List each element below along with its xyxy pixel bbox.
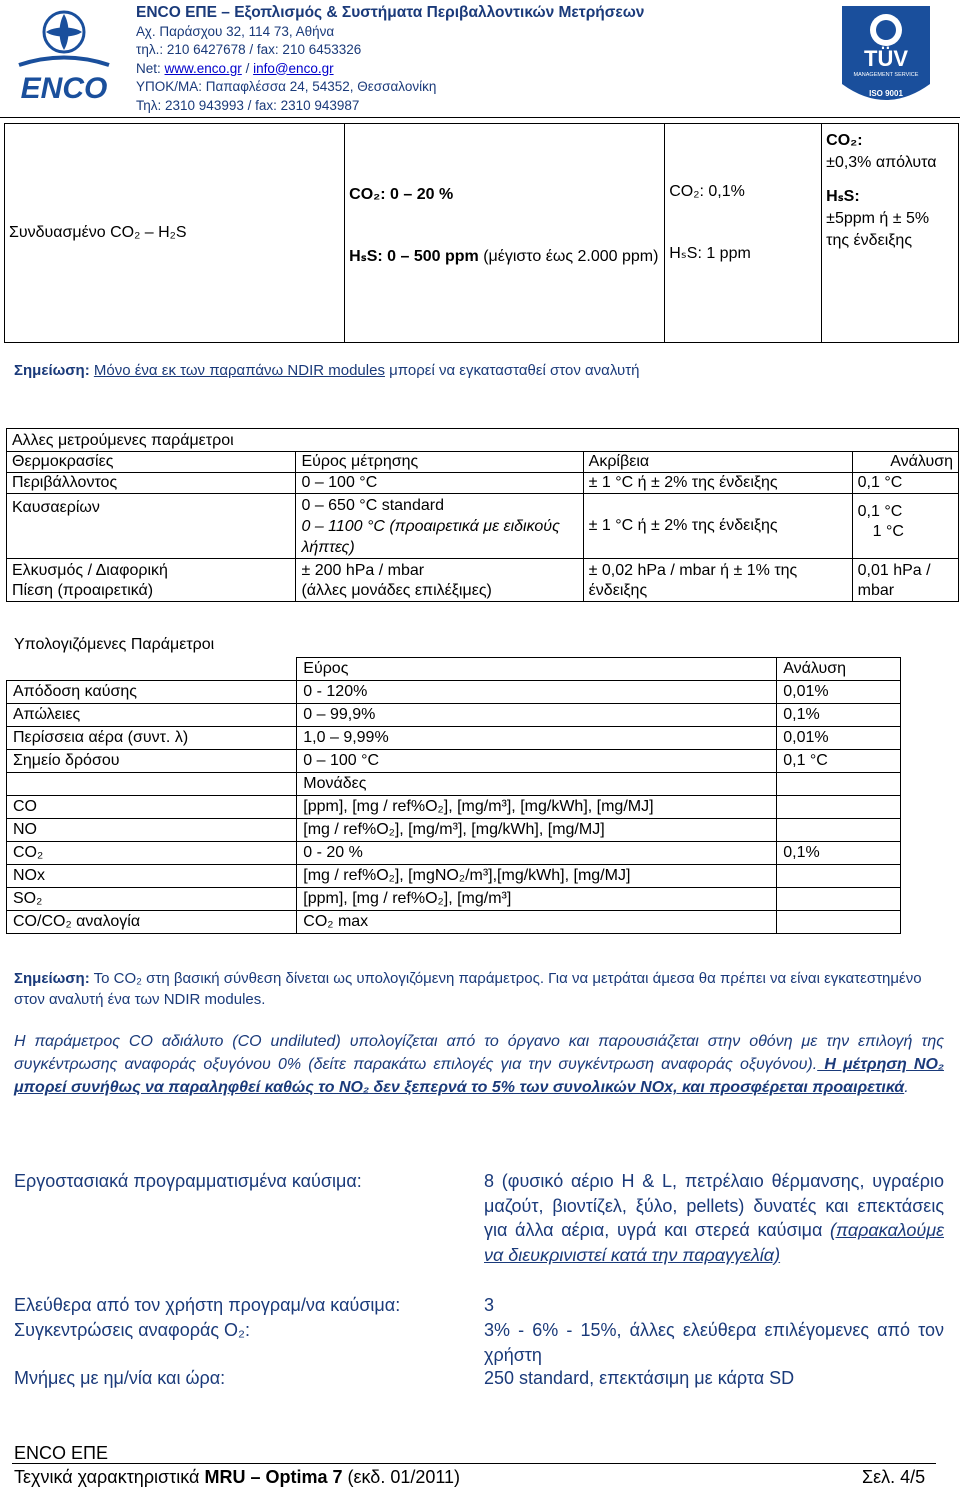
col-header-range: Εύρος μέτρησης: [296, 452, 583, 473]
branch-address: ΥΠΟΚ/ΜΑ: Παπαφλέσσα 24, 54352, Θεσσαλονίκη: [136, 79, 437, 94]
row-name: Περιβάλλοντος: [7, 473, 296, 494]
tuv-iso: ISO 9001: [869, 89, 903, 98]
row-resolution: 0,1 °C: [852, 473, 958, 494]
no2-note: Η μέτρηση NO₂ μπορεί συνήθως να παραληφθεί καθώς το NO₂ δεν ξεπερνά το 5% των συνολικών NOx, και προσφέρεται προαιρετικά: [14, 1056, 945, 1096]
table-row: NOx [mg / ref%O₂], [mgNO₂/m³],[mg/kWh], [mg/MJ]: [7, 865, 901, 888]
table-row: CO₂ 0 - 20 % 0,1%: [7, 842, 901, 865]
row-resolution: 0,1 °C 1 °C: [852, 494, 958, 559]
table-row: SO₂ [ppm], [mg / ref%O₂], [mg/m³]: [7, 888, 901, 911]
row-range: ± 200 hPa / mbar (άλλες μονάδες επιλέξιμες): [296, 559, 583, 602]
table-row: [5, 124, 959, 343]
row-name: Καυσαερίων: [7, 494, 296, 559]
row-resolution: 0,01 hPa / mbar: [852, 559, 958, 602]
tuv-sub: MANAGEMENT SERVICE: [853, 72, 919, 78]
calculated-params-table: [6, 657, 901, 934]
table-row: [7, 559, 959, 602]
acc-h2s-label: HₛS:: [826, 188, 860, 205]
table-header-row: [7, 773, 901, 796]
table-row: [7, 429, 959, 452]
res-co2: CO₂: 0,1%: [669, 183, 745, 200]
table-header-row: [7, 452, 959, 473]
co-undiluted-paragraph: Η παράμετρος CO αδιάλυτο (CO undiluted) υπολογίζεται από το όργανο και παρουσιάζεται στην οθόνη με την επιλογή της συγκέντρωσης αναφοράς οξυγόνου 0% (δείτε παρακάτω επιλογές για την συγκέντρωση αναφοράς οξυγόνου). Η μέτρηση NO₂ μπορεί συνήθως να παραληφθεί καθώς το NO₂ δεν ξεπερνά το 5% των συνολικών NOx, και προσφέρεται προαιρετικά.: [14, 1033, 945, 1096]
ndir-note: Σημείωση: Μόνο ένα εκ των παραπάνω NDIR modules μπορεί να εγκατασταθεί στον αναλυτή: [14, 362, 640, 379]
row-range: 0 – 650 °C standard 0 – 1100 °C (προαιρετικά με ειδικούς λήπτες): [296, 494, 583, 559]
table-row: NO [mg / ref%O₂], [mg/m³], [mg/kWh], [mg/MJ]: [7, 819, 901, 842]
row-accuracy: ± 1 °C ή ± 2% της ένδειξης: [583, 494, 852, 559]
free-fuels-value: 3: [484, 1295, 495, 1315]
memory-value: 250 standard, επεκτάσιμη με κάρτα SD: [484, 1368, 795, 1388]
tuv-certification-logo: [836, 4, 936, 112]
email-link[interactable]: info@enco.gr: [253, 60, 334, 76]
calc-title: Υπολογιζόμενες Παράμετροι: [14, 636, 215, 653]
empty-cell: [7, 658, 297, 681]
acc-h2s-value: ±5ppm ή ± 5% της ένδειξης: [826, 210, 930, 249]
sensor-label: Συνδυασμένο CO₂ – H₂S: [5, 124, 345, 343]
table-row: [7, 473, 959, 494]
sensor-resolution: [665, 124, 822, 343]
free-fuels-label: Ελεύθερα από τον χρήστη προγραμ/να καύσιμα:: [14, 1295, 401, 1315]
row-accuracy: ± 1 °C ή ± 2% της ένδειξης: [583, 473, 852, 494]
table-row: [7, 494, 959, 559]
ndir-note-emphasis: Μόνο ένα εκ των παραπάνω NDIR modules: [93, 362, 385, 379]
sensor-range: [345, 124, 665, 343]
table-row: Απώλειες 0 – 99,9% 0,1%: [7, 704, 901, 727]
enco-logo: [14, 10, 114, 108]
header-divider: [0, 117, 960, 118]
table-row: Περίσσεια αέρα (συντ. λ) 1,0 – 9,99% 0,01%: [7, 727, 901, 750]
col-header-units: Μονάδες: [297, 773, 777, 796]
row-range: 0 – 100 °C: [296, 473, 583, 494]
company-phone: τηλ.: 210 6427678 / fax: 210 6453326: [136, 42, 362, 57]
co2-h2s-table: [4, 123, 959, 343]
acc-co2-label: CO₂:: [826, 132, 863, 149]
col-header-resolution: Ανάλυση: [777, 658, 901, 681]
params-title: Αλλες μετρούμενες παράμετροι: [7, 429, 959, 452]
col-header-accuracy: Ακρίβεια: [583, 452, 852, 473]
col-header-temp: Θερμοκρασίες: [7, 452, 296, 473]
table-header-row: [7, 658, 901, 681]
tuv-text: TÜV: [864, 46, 908, 71]
footer-doc: Τεχνικά χαρακτηριστικά MRU – Optima 7 (εκδ. 01/2011): [14, 1467, 461, 1487]
website-link[interactable]: www.enco.gr: [164, 60, 242, 76]
col-header-range: Εύρος: [297, 658, 777, 681]
table-row: Απόδοση καύσης 0 - 120% 0,01%: [7, 681, 901, 704]
net-label: Net:: [136, 60, 165, 76]
o2-value: 3% - 6% - 15%, άλλες ελεύθερα επιλέγομενες από τον χρήστη: [484, 1320, 944, 1365]
company-info: [136, 4, 644, 115]
link-separator: /: [241, 60, 254, 76]
co2-note: Σημείωση: Το CO₂ στη βασική σύνθεση δίνεται ως υπολογιζόμενη παράμετρος. Για να μετράται άμεσα θα πρέπει να είναι εγκατεστημένο στον αναλυτή ένα των NDIR modules.: [14, 970, 922, 1008]
company-name: ENCO ΕΠΕ – Εξοπλισμός & Συστήματα Περιβαλλοντικών Μετρήσεων: [136, 4, 645, 21]
company-web: [136, 60, 644, 79]
measured-params-table: [6, 428, 959, 602]
footer-company: ENCO ΕΠΕ: [14, 1443, 109, 1463]
o2-label: Συγκεντρώσεις αναφοράς O₂:: [14, 1320, 251, 1340]
page-header: [0, 0, 960, 115]
fuels-value: 8 (φυσικό αέριο H & L, πετρέλαιο θέρμανσης, υγραέριο μαζούτ, βιοντίζελ, ξύλο, pellets) δυνατές και επεκτάσεις για άλλα αέρια, υγρά και στερεά καύσιμα (παρακαλούμε να διευκρινιστεί κατά την παραγγελία): [484, 1171, 944, 1265]
sensor-accuracy: [822, 124, 959, 343]
col-header-resolution: Ανάλυση: [852, 452, 958, 473]
table-row: CO [ppm], [mg / ref%O₂], [mg/m³], [mg/kWh], [mg/MJ]: [7, 796, 901, 819]
table-row: CO/CO₂ αναλογία CO₂ max: [7, 911, 901, 934]
branch-phone: Τηλ: 2310 943993 / fax: 2310 943987: [136, 97, 360, 113]
range-co2: CO₂: 0 – 20 %: [349, 185, 454, 203]
range-h2s: HₛS: 0 – 500 ppm (μέγιστο έως 2.000 ppm): [349, 247, 659, 265]
model-name: MRU – Optima 7: [204, 1467, 343, 1487]
page-number: Σελ. 4/5: [862, 1467, 926, 1487]
acc-co2-value: ±0,3% απόλυτα: [826, 154, 937, 171]
row-accuracy: ± 0,02 hPa / mbar ή ± 1% της ένδειξης: [583, 559, 852, 602]
footer-divider: [12, 1463, 936, 1464]
table-row: Σημείο δρόσου 0 – 100 °C 0,1 °C: [7, 750, 901, 773]
company-address: Αχ. Παράσχου 32, 114 73, Αθήνα: [136, 23, 335, 39]
memory-label: Μνήμες με ημ/νία και ώρα:: [14, 1368, 226, 1388]
fuels-label: Εργοστασιακά προγραμματισμένα καύσιμα:: [14, 1171, 362, 1191]
res-h2s: HₛS: 1 ppm: [669, 245, 751, 262]
row-name: Ελκυσμός / Διαφορική Πίεση (προαιρετικά): [7, 559, 296, 602]
logo-text: ENCO: [20, 72, 108, 105]
